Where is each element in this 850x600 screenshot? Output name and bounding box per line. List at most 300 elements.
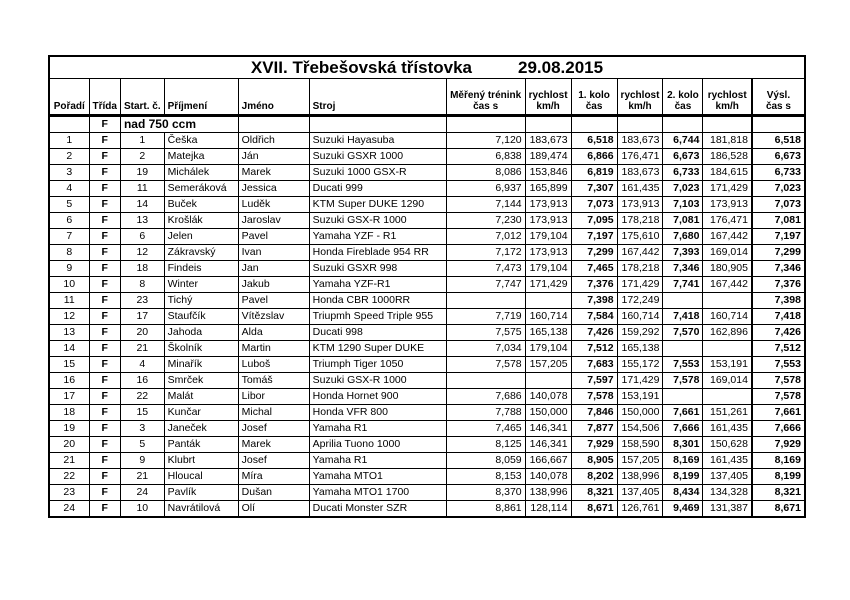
col-header-kolo1-cas: 1. kolo čas (571, 79, 617, 116)
cell-poradi: 3 (49, 165, 89, 181)
cell-kolo1-cas: 7,877 (571, 421, 617, 437)
cell-vysl-cas: 7,197 (752, 229, 805, 245)
table-row (49, 149, 805, 165)
cell-stroj: Suzuki 1000 GSX-R (309, 165, 446, 181)
cell-rychlost-kolo1: 167,442 (617, 245, 663, 261)
cell-kolo1-cas: 7,299 (571, 245, 617, 261)
cell-rychlost-trenink: 150,000 (525, 405, 571, 421)
cell-jmeno: Alda (238, 325, 309, 341)
table-row (49, 261, 805, 277)
cell-rychlost-trenink: 157,205 (525, 357, 571, 373)
table-row (49, 389, 805, 405)
cell-vysl-cas: 7,426 (752, 325, 805, 341)
cell-vysl-cas: 6,733 (752, 165, 805, 181)
cell-stroj: Ducati Monster SZR (309, 501, 446, 518)
cell-trida: F (89, 261, 120, 277)
cell-empty (617, 116, 663, 133)
cell-empty (525, 116, 571, 133)
cell-rychlost-kolo2: 186,528 (703, 149, 752, 165)
cell-rychlost-kolo2 (703, 293, 752, 309)
cell-vysl-cas: 7,346 (752, 261, 805, 277)
cell-rychlost-kolo2: 134,328 (703, 485, 752, 501)
cell-empty (309, 116, 446, 133)
cell-rychlost-trenink: 173,913 (525, 197, 571, 213)
results-tbody (49, 116, 805, 518)
cell-poradi: 13 (49, 325, 89, 341)
cell-stroj: Yamaha R1 (309, 453, 446, 469)
cell-trida: F (89, 277, 120, 293)
cell-mereny-trenink-cas: 7,120 (446, 133, 525, 149)
cell-trida: F (89, 197, 120, 213)
cell-vysl-cas: 8,199 (752, 469, 805, 485)
cell-stroj: Ducati 998 (309, 325, 446, 341)
cell-mereny-trenink-cas: 8,059 (446, 453, 525, 469)
cell-kolo1-cas: 7,426 (571, 325, 617, 341)
cell-poradi: 21 (49, 453, 89, 469)
cell-prijmeni: Panták (164, 437, 238, 453)
cell-jmeno: Libor (238, 389, 309, 405)
cell-start-c: 12 (120, 245, 164, 261)
cell-prijmeni: Janeček (164, 421, 238, 437)
cell-jmeno: Tomáš (238, 373, 309, 389)
cell-vysl-cas: 7,666 (752, 421, 805, 437)
cell-prijmeni: Smrček (164, 373, 238, 389)
cell-jmeno: Míra (238, 469, 309, 485)
cell-poradi: 9 (49, 261, 89, 277)
cell-start-c: 14 (120, 197, 164, 213)
cell-poradi: 6 (49, 213, 89, 229)
cell-jmeno: Josef (238, 421, 309, 437)
cell-trida: F (89, 469, 120, 485)
cell-stroj: Yamaha YZF-R1 (309, 277, 446, 293)
results-sheet (48, 55, 806, 518)
cell-trida: F (89, 485, 120, 501)
cell-rychlost-kolo1: 175,610 (617, 229, 663, 245)
cell-kolo2-cas: 8,434 (663, 485, 703, 501)
cell-poradi: 11 (49, 293, 89, 309)
cell-vysl-cas: 7,512 (752, 341, 805, 357)
cell-trida: F (89, 421, 120, 437)
cell-stroj: Honda VFR 800 (309, 405, 446, 421)
cell-start-c: 4 (120, 357, 164, 373)
cell-kolo2-cas (663, 341, 703, 357)
cell-kolo1-cas: 8,321 (571, 485, 617, 501)
cell-kolo1-cas: 8,202 (571, 469, 617, 485)
results-table (48, 55, 806, 518)
cell-kolo2-cas: 7,741 (663, 277, 703, 293)
cell-trida: F (89, 357, 120, 373)
table-row (49, 181, 805, 197)
cell-vysl-cas: 7,398 (752, 293, 805, 309)
col-header-rychlost-trenink: rychlost km/h (525, 79, 571, 116)
cell-poradi: 15 (49, 357, 89, 373)
cell-kolo1-cas: 6,518 (571, 133, 617, 149)
cell-kolo2-cas: 7,570 (663, 325, 703, 341)
cell-empty (446, 116, 525, 133)
cell-poradi: 1 (49, 133, 89, 149)
cell-rychlost-kolo2: 137,405 (703, 469, 752, 485)
cell-prijmeni: Klubrt (164, 453, 238, 469)
cell-mereny-trenink-cas: 8,153 (446, 469, 525, 485)
cell-vysl-cas: 8,169 (752, 453, 805, 469)
cell-stroj: Honda CBR 1000RR (309, 293, 446, 309)
cell-prijmeni: Staufčík (164, 309, 238, 325)
cell-prijmeni: Pavlík (164, 485, 238, 501)
cell-start-c: 10 (120, 501, 164, 518)
cell-kolo2-cas: 7,578 (663, 373, 703, 389)
cell-poradi: 7 (49, 229, 89, 245)
cell-jmeno: Ivan (238, 245, 309, 261)
table-row (49, 405, 805, 421)
cell-rychlost-trenink: 183,673 (525, 133, 571, 149)
cell-poradi: 23 (49, 485, 89, 501)
table-row (49, 421, 805, 437)
cell-rychlost-kolo1: 171,429 (617, 373, 663, 389)
cell-rychlost-trenink: 160,714 (525, 309, 571, 325)
cell-rychlost-kolo2: 173,913 (703, 197, 752, 213)
cell-rychlost-kolo1: 153,191 (617, 389, 663, 405)
cell-rychlost-trenink (525, 373, 571, 389)
cell-trida: F (89, 293, 120, 309)
cell-start-c: 3 (120, 421, 164, 437)
cell-poradi: 8 (49, 245, 89, 261)
cell-empty (663, 116, 703, 133)
cell-poradi: 20 (49, 437, 89, 453)
cell-rychlost-trenink: 165,138 (525, 325, 571, 341)
cell-jmeno: Martin (238, 341, 309, 357)
cell-stroj: Suzuki Hayasuba (309, 133, 446, 149)
cell-rychlost-kolo1: 171,429 (617, 277, 663, 293)
cell-kolo2-cas: 7,393 (663, 245, 703, 261)
cell-start-c: 21 (120, 469, 164, 485)
cell-trida: F (89, 181, 120, 197)
category-row (49, 116, 805, 133)
cell-kolo1-cas: 7,584 (571, 309, 617, 325)
col-header-vysl-cas: Výsl. čas s (752, 79, 805, 116)
cell-mereny-trenink-cas: 7,034 (446, 341, 525, 357)
table-row (49, 165, 805, 181)
cell-prijmeni: Matejka (164, 149, 238, 165)
cell-mereny-trenink-cas: 7,473 (446, 261, 525, 277)
cell-rychlost-trenink: 146,341 (525, 421, 571, 437)
cell-rychlost-kolo1: 178,218 (617, 213, 663, 229)
cell-vysl-cas: 7,578 (752, 389, 805, 405)
cell-kolo2-cas (663, 389, 703, 405)
col-header-rychlost-kolo1: rychlost km/h (617, 79, 663, 116)
cell-kolo1-cas: 7,512 (571, 341, 617, 357)
cell-jmeno: Luboš (238, 357, 309, 373)
cell-start-c: 20 (120, 325, 164, 341)
cell-vysl-cas: 8,321 (752, 485, 805, 501)
cell-mereny-trenink-cas: 7,144 (446, 197, 525, 213)
cell-kolo2-cas: 7,023 (663, 181, 703, 197)
cell-jmeno: Olí (238, 501, 309, 518)
cell-kolo2-cas: 7,346 (663, 261, 703, 277)
cell-mereny-trenink-cas (446, 293, 525, 309)
table-row (49, 453, 805, 469)
cell-stroj: KTM Super DUKE 1290 (309, 197, 446, 213)
cell-prijmeni: Michálek (164, 165, 238, 181)
table-row (49, 341, 805, 357)
cell-empty (752, 116, 805, 133)
cell-start-c: 13 (120, 213, 164, 229)
cell-mereny-trenink-cas: 7,012 (446, 229, 525, 245)
cell-mereny-trenink-cas: 7,788 (446, 405, 525, 421)
cell-start-c: 11 (120, 181, 164, 197)
cell-kolo2-cas: 7,661 (663, 405, 703, 421)
col-header-rychlost-kolo2: rychlost km/h (703, 79, 752, 116)
cell-trida: F (89, 245, 120, 261)
cell-empty (238, 116, 309, 133)
cell-trida: F (89, 453, 120, 469)
cell-jmeno: Vítězslav (238, 309, 309, 325)
table-row (49, 197, 805, 213)
cell-poradi: 19 (49, 421, 89, 437)
cell-start-c: 24 (120, 485, 164, 501)
cell-trida: F (89, 309, 120, 325)
cell-prijmeni: Jelen (164, 229, 238, 245)
cell-jmeno: Jakub (238, 277, 309, 293)
cell-kolo1-cas: 7,398 (571, 293, 617, 309)
cell-mereny-trenink-cas: 8,086 (446, 165, 525, 181)
cell-start-c: 22 (120, 389, 164, 405)
cell-stroj: Ducati 999 (309, 181, 446, 197)
cell-start-c: 23 (120, 293, 164, 309)
cell-rychlost-trenink: 165,899 (525, 181, 571, 197)
cell-rychlost-kolo1: 138,996 (617, 469, 663, 485)
cell-start-c: 6 (120, 229, 164, 245)
cell-stroj: Honda Fireblade 954 RR (309, 245, 446, 261)
table-row (49, 357, 805, 373)
cell-poradi: 5 (49, 197, 89, 213)
cell-stroj: KTM 1290 Super DUKE (309, 341, 446, 357)
cell-kolo1-cas: 6,866 (571, 149, 617, 165)
cell-rychlost-trenink: 171,429 (525, 277, 571, 293)
cell-stroj: Yamaha R1 (309, 421, 446, 437)
cell-vysl-cas: 7,073 (752, 197, 805, 213)
col-header-jmeno: Jméno (238, 79, 309, 116)
cell-kolo2-cas: 7,553 (663, 357, 703, 373)
cell-prijmeni: Minařík (164, 357, 238, 373)
cell-stroj: Triupmh Speed Triple 955 (309, 309, 446, 325)
cell-rychlost-kolo1: 137,405 (617, 485, 663, 501)
cell-start-c: 18 (120, 261, 164, 277)
cell-start-c: 19 (120, 165, 164, 181)
table-row (49, 133, 805, 149)
cell-rychlost-trenink: 138,996 (525, 485, 571, 501)
table-row (49, 437, 805, 453)
cell-jmeno: Dušan (238, 485, 309, 501)
cell-trida: F (89, 213, 120, 229)
table-row (49, 469, 805, 485)
cell-rychlost-kolo2: 161,435 (703, 453, 752, 469)
cell-rychlost-kolo2: 131,387 (703, 501, 752, 518)
column-header-row (49, 79, 805, 116)
cell-jmeno: Marek (238, 437, 309, 453)
cell-kolo1-cas: 7,597 (571, 373, 617, 389)
cell-rychlost-kolo1: 154,506 (617, 421, 663, 437)
cell-stroj: Aprilia Tuono 1000 (309, 437, 446, 453)
table-row (49, 325, 805, 341)
cell-prijmeni: Tichý (164, 293, 238, 309)
col-header-prijmeni: Příjmení (164, 79, 238, 116)
table-row (49, 485, 805, 501)
cell-rychlost-kolo1: 126,761 (617, 501, 663, 518)
cell-jmeno: Jaroslav (238, 213, 309, 229)
table-row (49, 309, 805, 325)
cell-kolo2-cas (663, 293, 703, 309)
cell-rychlost-trenink: 173,913 (525, 213, 571, 229)
cell-vysl-cas: 7,418 (752, 309, 805, 325)
cell-vysl-cas: 7,661 (752, 405, 805, 421)
cell-kolo2-cas: 6,673 (663, 149, 703, 165)
cell-rychlost-kolo2: 180,905 (703, 261, 752, 277)
cell-vysl-cas: 7,578 (752, 373, 805, 389)
cell-rychlost-kolo1: 160,714 (617, 309, 663, 325)
cell-kolo1-cas: 7,465 (571, 261, 617, 277)
cell-rychlost-trenink: 128,114 (525, 501, 571, 518)
cell-jmeno: Pavel (238, 229, 309, 245)
cell-jmeno: Josef (238, 453, 309, 469)
table-row (49, 277, 805, 293)
cell-mereny-trenink-cas: 7,172 (446, 245, 525, 261)
cell-rychlost-trenink (525, 293, 571, 309)
cell-rychlost-kolo1: 150,000 (617, 405, 663, 421)
cell-stroj: Suzuki GSX-R 1000 (309, 373, 446, 389)
cell-rychlost-kolo2: 167,442 (703, 277, 752, 293)
cell-empty (703, 116, 752, 133)
cell-kolo1-cas: 8,671 (571, 501, 617, 518)
cell-prijmeni: Jahoda (164, 325, 238, 341)
cell-rychlost-kolo2: 167,442 (703, 229, 752, 245)
cell-rychlost-kolo2: 181,818 (703, 133, 752, 149)
cell-jmeno: Jessica (238, 181, 309, 197)
cell-jmeno: Jan (238, 261, 309, 277)
cell-rychlost-trenink: 140,078 (525, 389, 571, 405)
cell-rychlost-kolo1: 183,673 (617, 165, 663, 181)
cell-jmeno: Ján (238, 149, 309, 165)
col-header-mereny-trenink: Měřený trénink čas s (446, 79, 525, 116)
cell-trida: F (89, 149, 120, 165)
cell-kolo2-cas: 8,199 (663, 469, 703, 485)
cell-stroj: Yamaha MTO1 1700 (309, 485, 446, 501)
cell-poradi: 18 (49, 405, 89, 421)
col-header-poradi: Pořadí (49, 79, 89, 116)
cell-rychlost-kolo2: 169,014 (703, 373, 752, 389)
cell-rychlost-kolo2: 184,615 (703, 165, 752, 181)
cell-rychlost-trenink: 179,104 (525, 229, 571, 245)
cell-poradi: 10 (49, 277, 89, 293)
cell-empty (49, 116, 89, 133)
cell-poradi: 12 (49, 309, 89, 325)
cell-kolo2-cas: 7,666 (663, 421, 703, 437)
cell-jmeno: Marek (238, 165, 309, 181)
cell-mereny-trenink-cas: 6,838 (446, 149, 525, 165)
cell-start-c: 17 (120, 309, 164, 325)
cell-kolo1-cas: 7,929 (571, 437, 617, 453)
cell-vysl-cas: 7,553 (752, 357, 805, 373)
cell-trida: F (89, 133, 120, 149)
cell-jmeno: Michal (238, 405, 309, 421)
cell-rychlost-kolo2: 171,429 (703, 181, 752, 197)
cell-rychlost-kolo1: 161,435 (617, 181, 663, 197)
cell-rychlost-kolo2: 160,714 (703, 309, 752, 325)
cell-trida: F (89, 437, 120, 453)
cell-rychlost-kolo1: 155,172 (617, 357, 663, 373)
cell-prijmeni: Navrátilová (164, 501, 238, 518)
cell-rychlost-kolo1: 178,218 (617, 261, 663, 277)
cell-kolo2-cas: 7,418 (663, 309, 703, 325)
cell-prijmeni: Školník (164, 341, 238, 357)
cell-rychlost-kolo2: 176,471 (703, 213, 752, 229)
cell-kolo1-cas: 7,197 (571, 229, 617, 245)
cell-trida: F (89, 165, 120, 181)
cell-kolo1-cas: 6,819 (571, 165, 617, 181)
cell-kolo2-cas: 6,733 (663, 165, 703, 181)
category-class: F (89, 116, 120, 133)
cell-stroj: Triumph Tiger 1050 (309, 357, 446, 373)
cell-kolo1-cas: 7,095 (571, 213, 617, 229)
cell-rychlost-kolo2: 153,191 (703, 357, 752, 373)
cell-kolo2-cas: 7,081 (663, 213, 703, 229)
cell-vysl-cas: 6,518 (752, 133, 805, 149)
cell-kolo2-cas: 7,680 (663, 229, 703, 245)
category-label: nad 750 ccm (120, 116, 238, 133)
cell-rychlost-trenink: 146,341 (525, 437, 571, 453)
col-header-kolo2-cas: 2. kolo čas (663, 79, 703, 116)
cell-stroj: Suzuki GSX-R 1000 (309, 213, 446, 229)
cell-mereny-trenink-cas: 7,686 (446, 389, 525, 405)
cell-start-c: 2 (120, 149, 164, 165)
page-title (49, 56, 805, 79)
cell-stroj: Suzuki GSXR 998 (309, 261, 446, 277)
cell-kolo1-cas: 7,073 (571, 197, 617, 213)
cell-rychlost-trenink: 153,846 (525, 165, 571, 181)
event-date: 29.08.2015 (517, 58, 604, 77)
cell-start-c: 15 (120, 405, 164, 421)
cell-kolo2-cas: 7,103 (663, 197, 703, 213)
cell-poradi: 4 (49, 181, 89, 197)
cell-mereny-trenink-cas: 8,861 (446, 501, 525, 518)
cell-rychlost-kolo2: 151,261 (703, 405, 752, 421)
cell-mereny-trenink-cas: 7,578 (446, 357, 525, 373)
cell-prijmeni: Buček (164, 197, 238, 213)
cell-rychlost-kolo1: 165,138 (617, 341, 663, 357)
cell-mereny-trenink-cas: 7,230 (446, 213, 525, 229)
cell-mereny-trenink-cas: 8,370 (446, 485, 525, 501)
cell-rychlost-kolo2: 150,628 (703, 437, 752, 453)
cell-trida: F (89, 405, 120, 421)
cell-mereny-trenink-cas: 7,747 (446, 277, 525, 293)
table-row (49, 293, 805, 309)
cell-kolo1-cas: 7,683 (571, 357, 617, 373)
cell-rychlost-kolo1: 157,205 (617, 453, 663, 469)
cell-kolo2-cas: 9,469 (663, 501, 703, 518)
cell-rychlost-kolo2 (703, 389, 752, 405)
cell-rychlost-trenink: 140,078 (525, 469, 571, 485)
title-row (49, 56, 805, 79)
cell-prijmeni: Hloucal (164, 469, 238, 485)
cell-rychlost-trenink: 173,913 (525, 245, 571, 261)
cell-rychlost-trenink: 179,104 (525, 341, 571, 357)
cell-rychlost-trenink: 189,474 (525, 149, 571, 165)
cell-kolo2-cas: 6,744 (663, 133, 703, 149)
cell-trida: F (89, 325, 120, 341)
cell-vysl-cas: 7,081 (752, 213, 805, 229)
cell-vysl-cas: 7,023 (752, 181, 805, 197)
cell-rychlost-kolo2: 169,014 (703, 245, 752, 261)
cell-mereny-trenink-cas: 7,575 (446, 325, 525, 341)
